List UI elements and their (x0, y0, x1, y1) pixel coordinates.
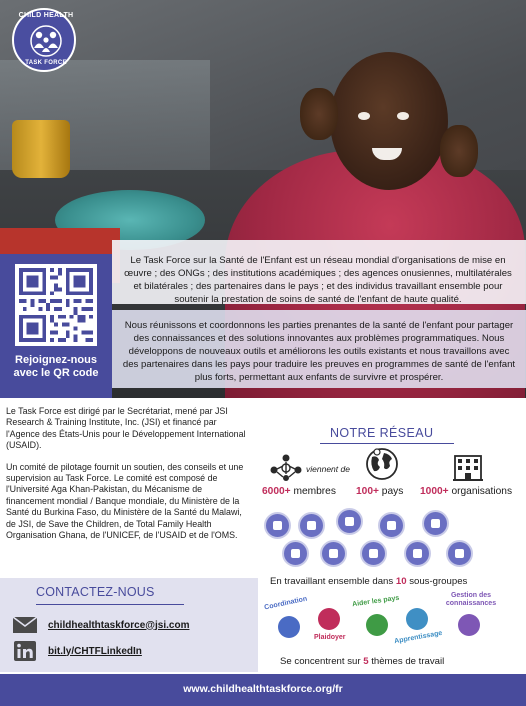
focus-prefix: Se concentrent sur (280, 656, 364, 667)
organisations-number: 1000+ (420, 486, 449, 497)
organisations-label: organisations (448, 486, 513, 497)
theme-label-aider: Aider les pays (351, 594, 400, 609)
members-label: membres (290, 486, 336, 497)
members-network-icon (268, 452, 304, 487)
photo-child-eye (397, 112, 409, 120)
members-number: 6000+ (262, 486, 291, 497)
envelope-icon (12, 615, 38, 635)
photo-child-hand (300, 88, 338, 140)
intro-paragraph: Le Task Force sur la Santé de l'Enfant est un réseau mondial d'organisations de mise en œuvre ; des ONGs ; des institutions académiques ; des agences onusiennes, multilatérales et bilatérales ; des partenaires dans le pays ; et des individus travaillant ensemble pour soutenir la prestation de soins de santé de l'enfant de haute qualité. (124, 255, 512, 305)
theme-icon-coordination (278, 616, 300, 638)
qr-code[interactable] (15, 264, 97, 346)
theme-label-coordination: Coordination (263, 595, 308, 612)
subgroup-icon (360, 540, 387, 567)
theme-icon-apprentissage (406, 608, 428, 630)
subgroup-icon (282, 540, 309, 567)
photo-child-eye (358, 112, 370, 120)
theme-label-gestion: Gestion des connaissances (445, 592, 497, 607)
website-link[interactable]: www.childhealthtaskforce.org/fr (183, 683, 343, 695)
child-health-task-force-logo (12, 8, 76, 72)
logo-people-icon (26, 24, 66, 58)
contact-linkedin-row (12, 640, 142, 662)
secretariat-paragraph: Le Task Force est dirigé par le Secrétariat, mené par JSI Research & Training Institute, Inc. (JSI) et financé par l'Agence des États-Unis pour le Développement International (USAID). (6, 406, 246, 451)
logo-bottom-text: TASK FORCE (25, 60, 67, 66)
photo-bucket (12, 120, 70, 178)
subgroup-icon (422, 510, 449, 537)
governance-text (6, 406, 250, 551)
mission-box (112, 310, 526, 388)
contact-title: CONTACTEZ-NOUS (36, 585, 155, 599)
contact-email-link[interactable]: childhealthtaskforce@jsi.com (48, 619, 190, 631)
mission-paragraph: Nous réunissons et coordonnons les parties prenantes de la santé de l'enfant pour partager des connaissances et des solutions innovantes aux problèmes programmatiques. Nous développons de nouveaux outils et améliorons les outils existants et nous travaillons avec des partenaires dans les pays pour traduire les preuves en programmes de santé de l'enfant plus forts, permettant aux enfants de survivre et prospérer. (122, 320, 516, 383)
qr-caption-line1: Rejoignez-nous (15, 354, 97, 366)
subgroups-suffix: sous-groupes (406, 576, 468, 587)
footer-bar (0, 674, 526, 706)
steering-committee-paragraph: Un comité de pilotage fournit un soutien, des conseils et une supervision au Task Force. Le comité est composé de l'Université Aga Khan-Pakistan, du Mécanisme de financement mondial / Banque mondiale, du Ministère de la Santé du Burkina Faso, du Ministère de la Santé du Malawi, de JSI, de Save the Children, de Total Family Health Organisation Ghana, de l'UNICEF, de l'USAID et de l'OMS. (6, 461, 244, 541)
themes-diagram (264, 590, 526, 656)
come-from-text: viennent de (306, 464, 350, 474)
network-title: NOTRE RÉSEAU (330, 426, 434, 440)
countries-stat (356, 486, 403, 497)
theme-label-apprentissage: Apprentissage (393, 629, 443, 646)
contact-panel (0, 578, 258, 672)
photo-child-hand (440, 125, 478, 177)
qr-caption-line2: avec le QR code (13, 367, 99, 379)
qr-caption (0, 354, 112, 380)
subgroup-icon (404, 540, 431, 567)
theme-label-plaidoyer: Plaidoyer (314, 634, 346, 641)
theme-icon-plaidoyer (318, 608, 340, 630)
subgroups-text (270, 576, 467, 587)
subgroups-number: 10 (395, 576, 407, 587)
subgroups-prefix: En travaillant ensemble dans (270, 576, 396, 587)
intro-box (112, 240, 526, 304)
countries-label: pays (378, 486, 404, 497)
organisations-stat (420, 486, 512, 497)
qr-code-icon (15, 264, 97, 346)
logo-top-text: CHILD HEALTH (18, 12, 74, 19)
members-stat (262, 486, 336, 497)
globe-icon (364, 446, 400, 487)
linkedin-icon (12, 641, 38, 661)
contact-linkedin-link[interactable]: bit.ly/CHTFLinkedIn (48, 645, 142, 657)
contact-divider (36, 604, 184, 605)
theme-icon-aider (366, 614, 388, 636)
subgroup-icon (336, 508, 363, 535)
focus-suffix: thèmes de travail (368, 656, 445, 667)
qr-panel (0, 254, 112, 398)
subgroup-icon (446, 540, 473, 567)
subgroup-icons (262, 508, 478, 570)
subgroup-icon (378, 512, 405, 539)
theme-icon-gestion (458, 614, 480, 636)
contact-email-row (12, 614, 189, 636)
building-icon (452, 452, 484, 487)
focus-text (280, 656, 444, 667)
subgroup-icon (264, 512, 291, 539)
network-divider (320, 443, 454, 444)
subgroup-icon (320, 540, 347, 567)
countries-number: 100+ (356, 486, 379, 497)
photo-child-head (330, 52, 448, 190)
subgroup-icon (298, 512, 325, 539)
focus-number: 5 (363, 656, 369, 667)
